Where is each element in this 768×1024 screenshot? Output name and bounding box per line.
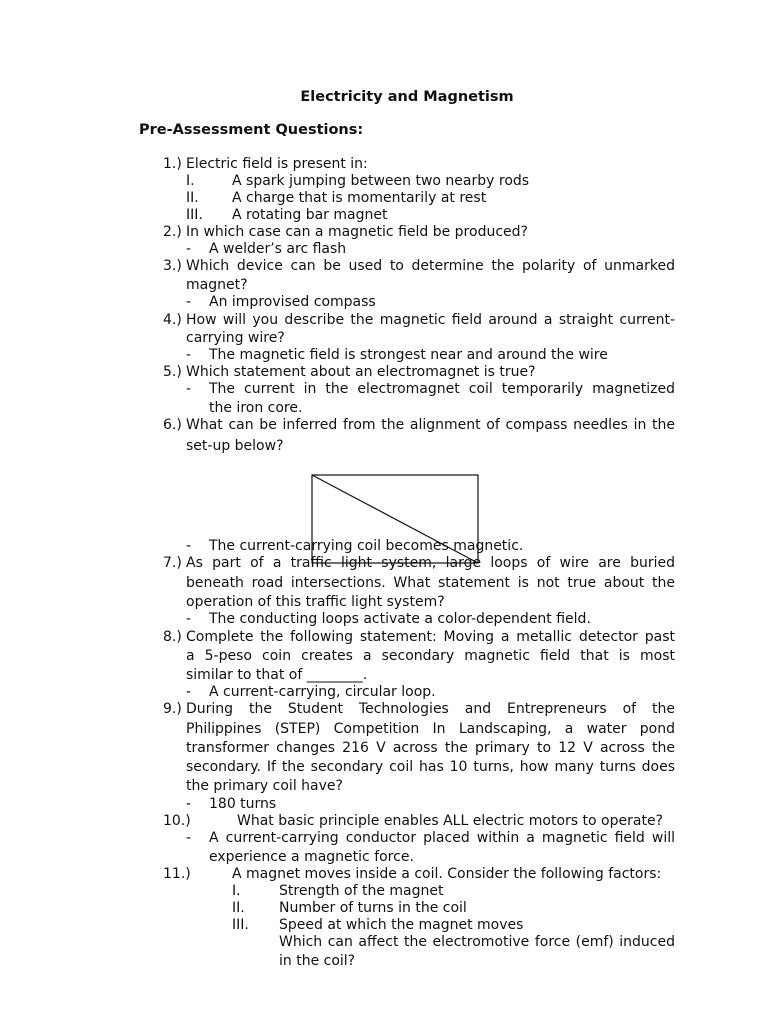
answer-bullet: -	[186, 796, 192, 812]
answer-bullet: -	[186, 611, 192, 627]
question-text: During the Student Technologies and Entrepreneurs of the	[186, 701, 675, 717]
question-text: Which statement about an electromagnet is true?	[186, 364, 536, 380]
option-text: A rotating bar magnet	[232, 207, 388, 223]
answer-text: the iron core.	[209, 400, 303, 416]
question-number: 2.)	[163, 224, 182, 240]
question-number: 7.)	[163, 555, 182, 571]
question-number: 10.)	[163, 813, 191, 829]
question-text: As part of a traffic light system, large loops of wire are buried	[186, 555, 675, 571]
option-numeral: II.	[186, 190, 199, 206]
question-text: operation of this traffic light system?	[186, 594, 445, 610]
question-text: Philippines (STEP) Competition In Landscaping, a water pond	[186, 721, 675, 737]
document-title: Electricity and Magnetism	[300, 89, 514, 105]
answer-text: The current in the electromagnet coil temporarily magnetized	[209, 381, 675, 397]
answer-text: A current-carrying conductor placed within a magnetic field will	[209, 830, 675, 846]
answer-text: A current-carrying, circular loop.	[209, 684, 436, 700]
question-text: A magnet moves inside a coil. Consider the following factors:	[232, 866, 662, 882]
question-text: set-up below?	[186, 438, 284, 454]
question-number: 4.)	[163, 312, 182, 328]
question-text: a 5-peso coin creates a secondary magnetic field that is most	[186, 648, 675, 664]
option-text: A charge that is momentarily at rest	[232, 190, 487, 206]
answer-text: A welder’s arc flash	[209, 241, 347, 257]
question-number: 6.)	[163, 417, 182, 433]
question-text: What can be inferred from the alignment of compass needles in the	[186, 417, 675, 433]
question-text: In which case can a magnetic field be produced?	[186, 224, 528, 240]
question-text: similar to that of ________.	[186, 667, 368, 683]
question-text: Complete the following statement: Moving a metallic detector past	[186, 629, 675, 645]
answer-text: The current-carrying coil becomes magnetic.	[209, 538, 524, 554]
answer-bullet: -	[186, 347, 192, 363]
question-text: How will you describe the magnetic field around a straight current-	[186, 312, 675, 328]
answer-text: 180 turns	[209, 796, 277, 812]
question-text: secondary. If the secondary coil has 10 turns, how many turns does	[186, 759, 675, 775]
option-text: Speed at which the magnet moves	[279, 917, 524, 933]
question-text: Electric field is present in:	[186, 156, 368, 172]
answer-bullet: -	[186, 381, 192, 397]
answer-bullet: -	[186, 830, 192, 846]
answer-bullet: -	[186, 241, 192, 257]
question-text: carrying wire?	[186, 330, 285, 346]
option-numeral: III.	[186, 207, 203, 223]
answer-bullet: -	[186, 538, 192, 554]
question-number: 1.)	[163, 156, 182, 172]
answer-bullet: -	[186, 684, 192, 700]
question-number: 9.)	[163, 701, 182, 717]
question-text: in the coil?	[279, 953, 356, 969]
answer-text: The conducting loops activate a color-dependent field.	[209, 611, 591, 627]
answer-text: experience a magnetic force.	[209, 849, 414, 865]
question-text: the primary coil have?	[186, 778, 343, 794]
question-text: beneath road intersections. What statement is not true about the	[186, 575, 675, 591]
question-text: Which can affect the electromotive force (emf) induced	[279, 934, 675, 950]
option-text: A spark jumping between two nearby rods	[232, 173, 530, 189]
question-number: 5.)	[163, 364, 182, 380]
answer-text: The magnetic field is strongest near and around the wire	[209, 347, 608, 363]
option-numeral: I.	[232, 883, 241, 899]
question-text: magnet?	[186, 277, 248, 293]
answer-text: An improvised compass	[209, 294, 376, 310]
question-text: Which device can be used to determine the polarity of unmarked	[186, 258, 675, 274]
option-text: Number of turns in the coil	[279, 900, 467, 916]
question-number: 3.)	[163, 258, 182, 274]
question-text: transformer changes 216 V across the primary to 12 V across the	[186, 740, 675, 756]
question-text: What basic principle enables ALL electric motors to operate?	[237, 813, 663, 829]
option-numeral: III.	[232, 917, 249, 933]
option-numeral: II.	[232, 900, 245, 916]
option-text: Strength of the magnet	[279, 883, 444, 899]
answer-bullet: -	[186, 294, 192, 310]
option-numeral: I.	[186, 173, 195, 189]
section-heading: Pre-Assessment Questions:	[139, 122, 364, 138]
question-number: 8.)	[163, 629, 182, 645]
question-number: 11.)	[163, 866, 191, 882]
